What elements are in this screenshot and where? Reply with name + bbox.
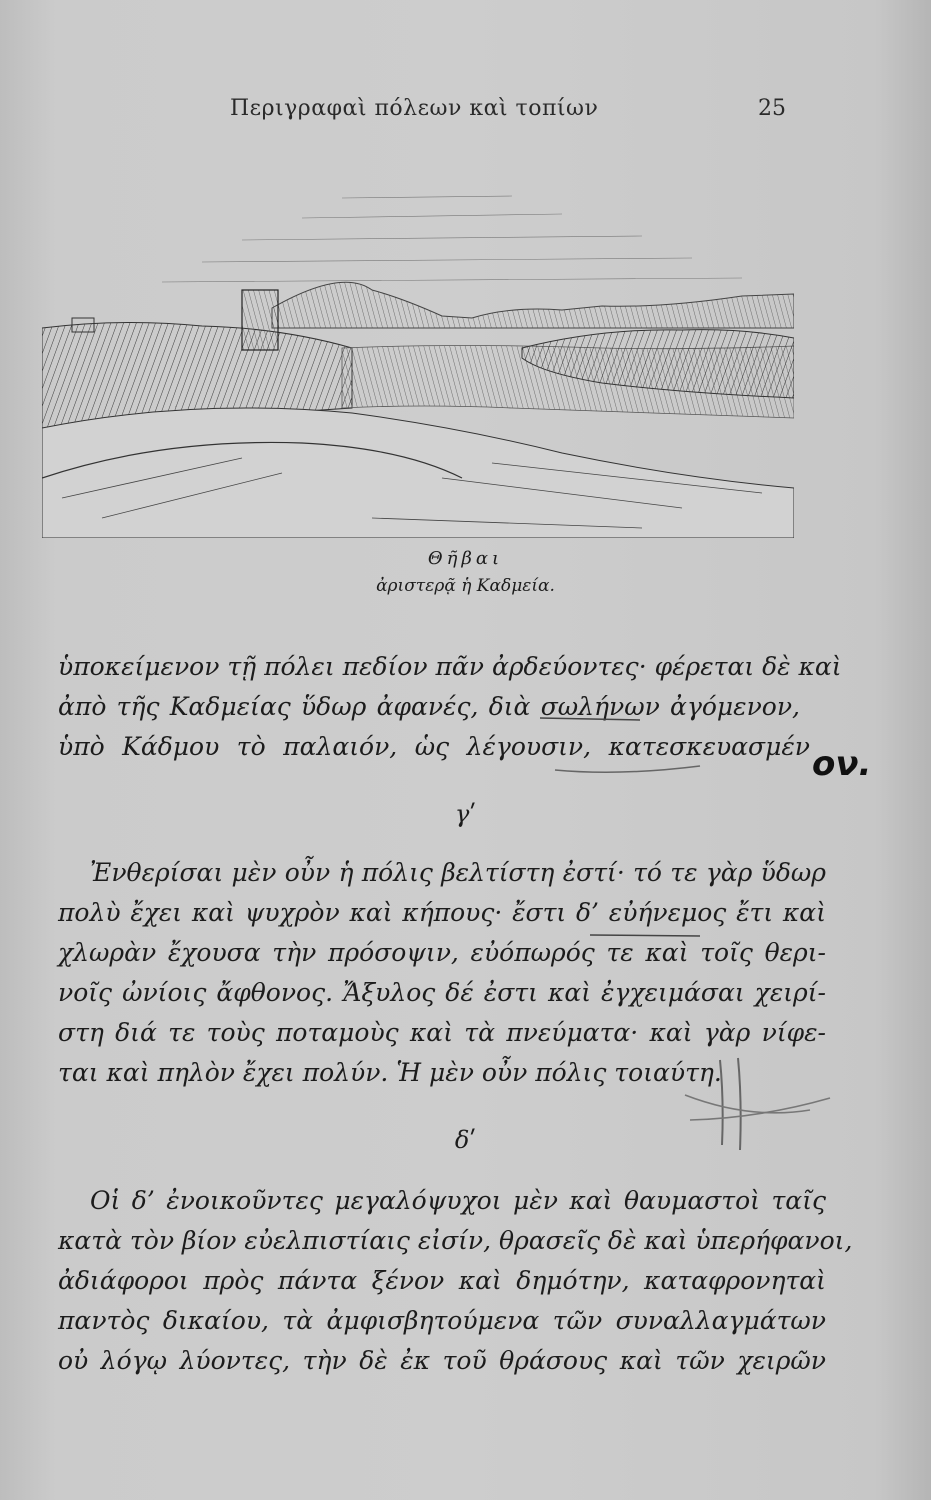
section-number-delta: δʹ	[454, 1126, 477, 1154]
page-number: 25	[758, 96, 786, 121]
text-line: ὑπὸ Κάδμου τὸ παλαιόν, ὡς λέγουσιν, κατεσκευασμέν	[58, 732, 810, 761]
text-line: ἀδιάφοροι πρὸς πάντα ξένον καὶ δημότην, καταφρονηταὶ	[58, 1266, 826, 1295]
text-line: στη διά τε τοὺς ποταμοὺς καὶ τὰ πνεύματα· καὶ γὰρ νίφε-	[58, 1018, 826, 1047]
text-line: ἀπὸ τῆς Καδμείας ὕδωρ ἀφανές, διὰ σωλήνων ἀγόμενον,	[58, 692, 800, 721]
handwritten-correction: ον.	[812, 744, 872, 784]
text-line: νοῖς ὠνίοις ἄφθονος. Ἄξυλος δέ ἐστι καὶ ἐγχειμάσαι χειρί-	[58, 978, 826, 1007]
text-line: οὐ λόγῳ λύοντες, τὴν δὲ ἐκ τοῦ θράσους καὶ τῶν χειρῶν	[58, 1346, 826, 1375]
text-line: χλωρὰν ἔχουσα τὴν πρόσοψιν, εὐόπωρός τε καὶ τοῖς θερι-	[58, 938, 826, 967]
text-line: ὑποκείμενον τῇ πόλει πεδίον πᾶν ἀρδεύοντες· φέρεται δὲ καὶ	[58, 652, 842, 681]
text-line: Οἱ δ’ ἐνοικοῦντες μεγαλόψυχοι μὲν καὶ θαυμαστοὶ ταῖς	[90, 1186, 826, 1215]
text-line: παντὸς δικαίου, τὰ ἀμφισβητούμενα τῶν συναλλαγμάτων	[58, 1306, 826, 1335]
text-line: πολὺ ἔχει καὶ ψυχρὸν καὶ κήπους· ἔστι δ’ εὐήνεμος ἔτι καὶ	[58, 898, 826, 927]
running-title: Περιγραφαὶ πόλεων καὶ τοπίων	[230, 96, 599, 121]
section-number-gamma: γʹ	[454, 800, 477, 828]
figure-caption-title: Θῆβαι	[427, 548, 504, 569]
text-line: Ἐνθερίσαι μὲν οὖν ἡ πόλις βελτίστη ἐστί· τό τε γὰρ ὕδωρ	[90, 858, 826, 887]
figure-caption-subtitle: ἀριστερᾷ ἡ Καδμεία.	[376, 576, 555, 596]
pencil-cross-mark	[680, 1050, 840, 1160]
text-line: κατὰ τὸν βίον εὐελπιστίαις εἰσίν, θρασεῖς δὲ καὶ ὑπερήφανοι,	[58, 1226, 853, 1255]
landscape-engraving-illustration	[42, 178, 794, 538]
text-line: ται καὶ πηλὸν ἔχει πολύν. Ἡ μὲν οὖν πόλις τοιαύτη.	[58, 1058, 722, 1087]
